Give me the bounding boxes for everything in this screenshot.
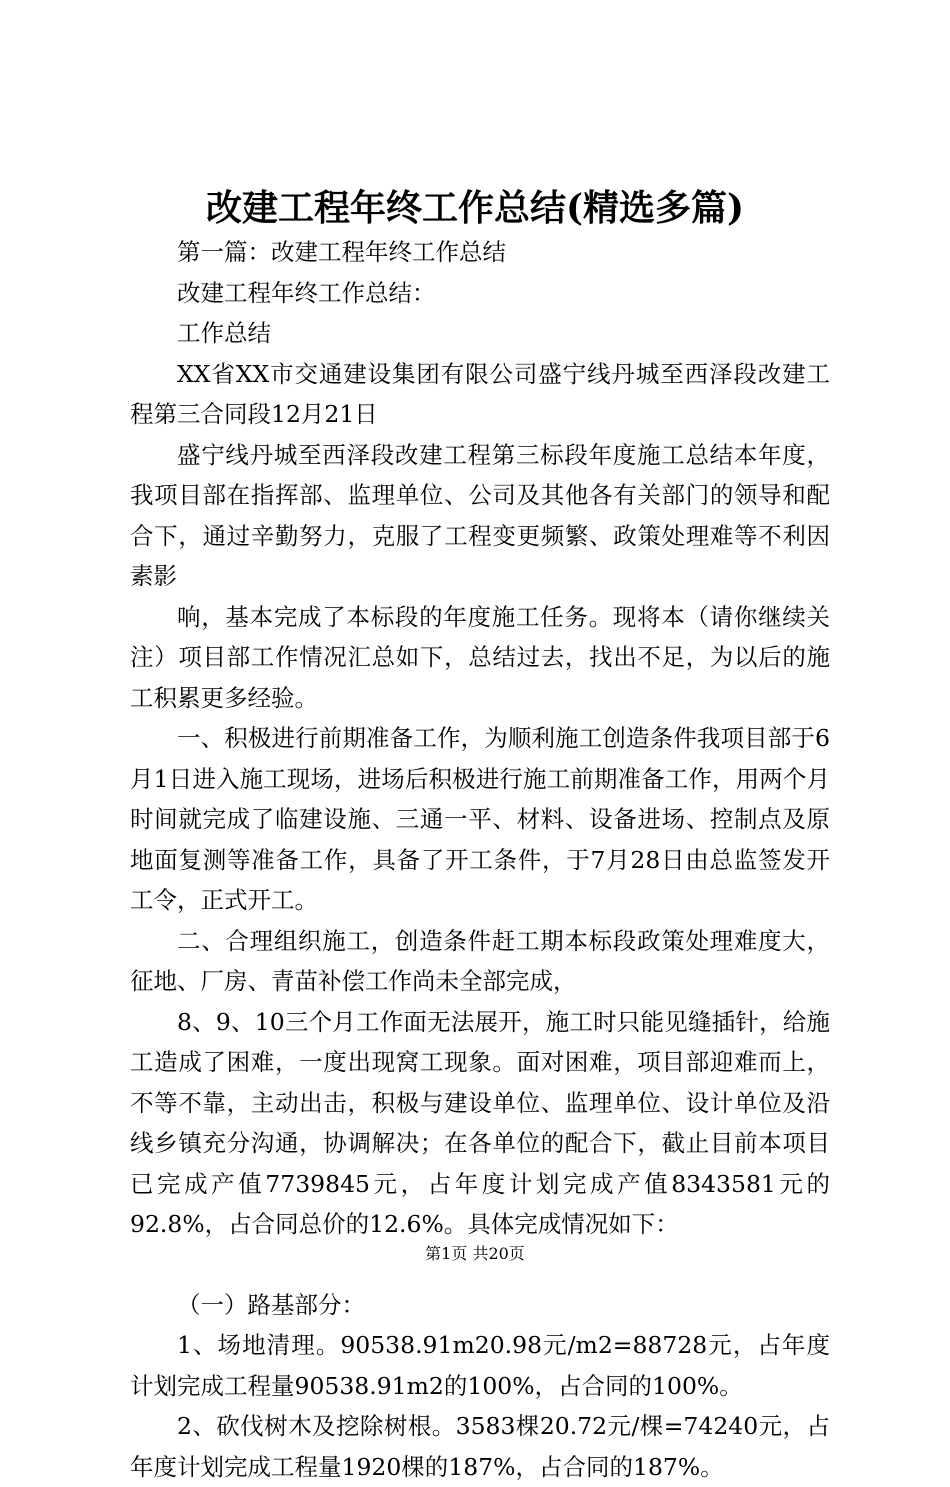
document-body [130,232,830,1487]
paragraph: 二、合理组织施工，创造条件赶工期本标段政策处理难度大，征地、厂房、青苗补偿工作尚未全部完成， [130,926,830,995]
section-heading: （一）路基部分： [177,1290,365,1319]
page-footer: 第1页 共20页 [425,1244,525,1263]
document-title: 改建工程年终工作总结(精选多篇) [205,187,745,229]
paragraph: 响，基本完成了本标段的年度施工任务。现将本（请你继续关注）项目部工作情况汇总如下，总结过去，找出不足，为以后的施工积累更多经验。 [130,602,830,712]
paragraph: XX省XX市交通建设集团有限公司盛宁线丹城至西泽段改建工程第三合同段12月21日 [130,359,830,428]
paragraph: 1、场地清理。90538.91m20.98元/m2=88728元，占年度计划完成工程量90538.91m2的100%，占合同的100%。 [130,1331,830,1400]
paragraph: 一、积极进行前期准备工作，为顺利施工创造条件我项目部于6月1日进入施工现场，进场后积极进行施工前期准备工作，用两个月时间就完成了临建设施、三通一平、材料、设备进场、控制点及原地面复测等准备工作，具备了开工条件，于7月28日由总监签发开工令，正式开工。 [130,724,830,914]
paragraph: 8、9、10三个月工作面无法展开，施工时只能见缝插针，给施工造成了困难，一度出现窝工现象。面对困难，项目部迎难而上，不等不靠，主动出击，积极与建设单位、监理单位、设计单位及沿线乡镇充分沟通，协调解决；在各单位的配合下，截止目前本项目已完成产值7739845元，占年度计划完成产值8343581元的92.8%，占合同总价的12.6%。具体完成情况如下： [130,1007,830,1238]
paragraph: 盛宁线丹城至西泽段改建工程第三标段年度施工总结本年度，我项目部在指挥部、监理单位、公司及其他各有关部门的领导和配合下，通过辛勤努力，克服了工程变更频繁、政策处理难等不利因素影 [130,440,830,590]
paragraph: 2、砍伐树木及挖除树根。3583棵20.72元/棵=74240元，占年度计划完成工程量1920棵的187%，占合同的187%。 [130,1412,830,1481]
paragraph: 第一篇：改建工程年终工作总结 [177,238,506,266]
paragraph: 工作总结 [177,319,271,347]
paragraph: 改建工程年终工作总结： [177,278,436,307]
